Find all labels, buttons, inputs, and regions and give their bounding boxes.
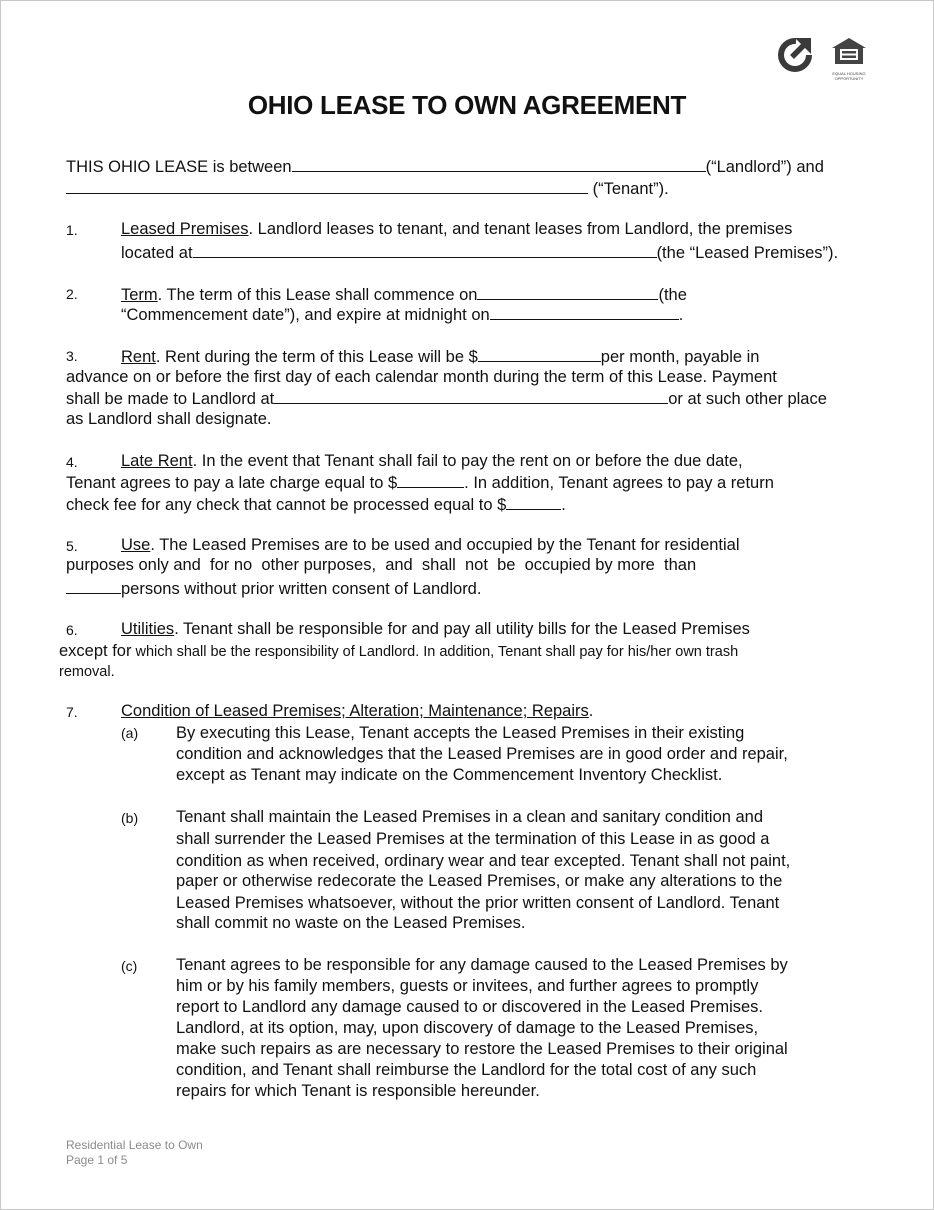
premises-address-field[interactable]	[193, 241, 657, 258]
landlord-tag: (“Landlord”) and	[705, 158, 824, 176]
section-heading: Leased Premises	[121, 220, 249, 238]
section-4-line-1	[121, 451, 743, 471]
section-number: 5.	[66, 538, 78, 554]
return-check-fee-field[interactable]	[506, 493, 561, 510]
section-5-line-1	[121, 535, 740, 555]
section-text: (the	[658, 286, 687, 304]
section-3-line-1	[121, 345, 759, 367]
section-text: .	[678, 306, 684, 324]
section-text: . Landlord leases to tenant, and tenant leases from Landlord, the premises	[248, 220, 793, 238]
section-text: per month, payable in	[600, 348, 760, 366]
section-2-line-1	[121, 283, 687, 305]
section-text: (the “Leased Premises”).	[656, 244, 839, 262]
rent-amount-field[interactable]	[478, 345, 601, 362]
section-text: Tenant agrees to pay a late charge equal to $	[66, 474, 398, 492]
section-text: . The Leased Premises are to be used and occupied by the Tenant for residential	[150, 536, 740, 554]
max-occupants-field[interactable]	[66, 577, 121, 594]
document-title: OHIO LEASE TO OWN AGREEMENT	[247, 90, 687, 120]
tenant-tag: (“Tenant”).	[592, 180, 669, 198]
subsection-label: (a)	[121, 725, 139, 741]
section-heading: Rent	[121, 348, 156, 366]
section-6-line-2	[59, 641, 738, 662]
share-arrow-icon	[778, 35, 814, 73]
section-heading: Term	[121, 286, 158, 304]
landlord-name-field[interactable]	[292, 155, 706, 172]
commencement-date-field[interactable]	[477, 283, 658, 300]
section-number: 6.	[66, 622, 78, 638]
section-heading: Condition of Leased Premises; Alteration; Maintenance; Repairs	[121, 702, 589, 720]
section-3-line-3	[66, 387, 827, 409]
intro-line-2	[66, 177, 669, 199]
intro-lead: THIS OHIO LEASE is between	[66, 158, 292, 176]
section-6-line-3: removal.	[59, 664, 115, 680]
section-heading: Use	[121, 536, 151, 554]
subsection-label: (b)	[121, 810, 139, 826]
section-4-line-2	[66, 471, 774, 493]
section-text: which shall be the responsibility of Landlord. In addition, Tenant shall pay for his/her own trash	[131, 644, 739, 660]
section-2-line-2	[121, 303, 683, 325]
payment-address-field[interactable]	[274, 387, 668, 404]
subsection-c-line: report to Landlord any damage caused to or discovered in the Leased Premises.	[176, 998, 764, 1016]
section-1-line-2	[121, 241, 838, 263]
subsection-b-line: shall surrender the Leased Premises at the termination of this Lease in as good a	[176, 830, 770, 848]
tenant-name-field[interactable]	[66, 177, 588, 194]
section-heading: Late Rent	[121, 452, 193, 470]
section-text: or at such other place	[668, 390, 827, 408]
subsection-c-line: make such repairs as are necessary to restore the Leased Premises to their original	[176, 1040, 788, 1058]
subsection-b-line: paper or otherwise redecorate the Leased Premises, or make any alterations to the	[176, 872, 783, 890]
subsection-b-line: Leased Premises whatsoever, without the prior written consent of Landlord. Tenant	[176, 894, 780, 912]
subsection-c-line: Landlord, at its option, may, upon discovery of damage to the Leased Premises,	[176, 1019, 759, 1037]
section-7-heading	[121, 701, 593, 721]
subsection-a-line: condition and acknowledges that the Leased Premises are in good order and repair,	[176, 745, 788, 763]
late-charge-field[interactable]	[397, 471, 464, 488]
section-text: persons without prior written consent of Landlord.	[121, 580, 482, 598]
section-number: 3.	[66, 348, 78, 364]
section-text: .	[588, 702, 594, 720]
section-text: . In the event that Tenant shall fail to pay the rent on or before the due date,	[192, 452, 743, 470]
subsection-c-line: Tenant agrees to be responsible for any damage caused to the Leased Premises by	[176, 956, 788, 974]
section-3-line-2: advance on or before the first day of each calendar month during the term of this Lease. Payment	[66, 368, 777, 386]
subsection-b-line: condition as when received, ordinary wear and tear excepted. Tenant shall not paint,	[176, 852, 791, 870]
section-number: 1.	[66, 222, 78, 238]
section-5-line-3	[66, 577, 481, 599]
intro-line-1	[66, 155, 824, 177]
section-number: 2.	[66, 286, 78, 302]
section-3-line-4: as Landlord shall designate.	[66, 410, 272, 428]
subsection-b-line: Tenant shall maintain the Leased Premises in a clean and sanitary condition and	[176, 808, 764, 826]
section-number: 4.	[66, 454, 78, 470]
subsection-a-line: except as Tenant may indicate on the Commencement Inventory Checklist.	[176, 766, 723, 784]
section-text: . Rent during the term of this Lease will be $	[155, 348, 478, 366]
subsection-c-line: condition, and Tenant shall reimburse the Landlord for the total cost of any such	[176, 1061, 757, 1079]
subsection-c-line: repairs for which Tenant is responsible hereunder.	[176, 1082, 540, 1100]
footer-page-number: Page 1 of 5	[66, 1153, 128, 1167]
expiration-date-field[interactable]	[490, 303, 679, 320]
section-1-line-1	[121, 219, 792, 239]
section-5-line-2: purposes only and for no other purposes, and shall not be occupied by more than	[66, 556, 697, 574]
subsection-label: (c)	[121, 958, 138, 974]
footer-doc-name: Residential Lease to Own	[66, 1138, 203, 1152]
subsection-b-line: shall commit no waste on the Leased Premises.	[176, 914, 526, 932]
equal-housing-icon	[830, 37, 868, 81]
section-4-line-3	[66, 493, 566, 515]
equal-housing-caption: EQUAL HOUSING OPPORTUNITY	[832, 71, 866, 81]
section-6-line-1	[121, 619, 750, 639]
section-number: 7.	[66, 704, 78, 720]
section-text: located at	[121, 244, 193, 262]
section-text: shall be made to Landlord at	[66, 390, 275, 408]
section-heading: Utilities	[121, 620, 175, 638]
subsection-c-line: him or by his family members, guests or invitees, and further agrees to promptly	[176, 977, 759, 995]
section-text: “Commencement date”), and expire at midnight on	[121, 306, 490, 324]
section-text: . The term of this Lease shall commence on	[157, 286, 478, 304]
subsection-a-line: By executing this Lease, Tenant accepts the Leased Premises in their existing	[176, 724, 745, 742]
section-text: except for	[59, 642, 132, 660]
section-text: . In addition, Tenant agrees to pay a return	[464, 474, 774, 492]
section-text: . Tenant shall be responsible for and pay all utility bills for the Leased Premises	[174, 620, 750, 638]
section-text: .	[561, 496, 566, 514]
section-text: check fee for any check that cannot be processed equal to $	[66, 496, 507, 514]
